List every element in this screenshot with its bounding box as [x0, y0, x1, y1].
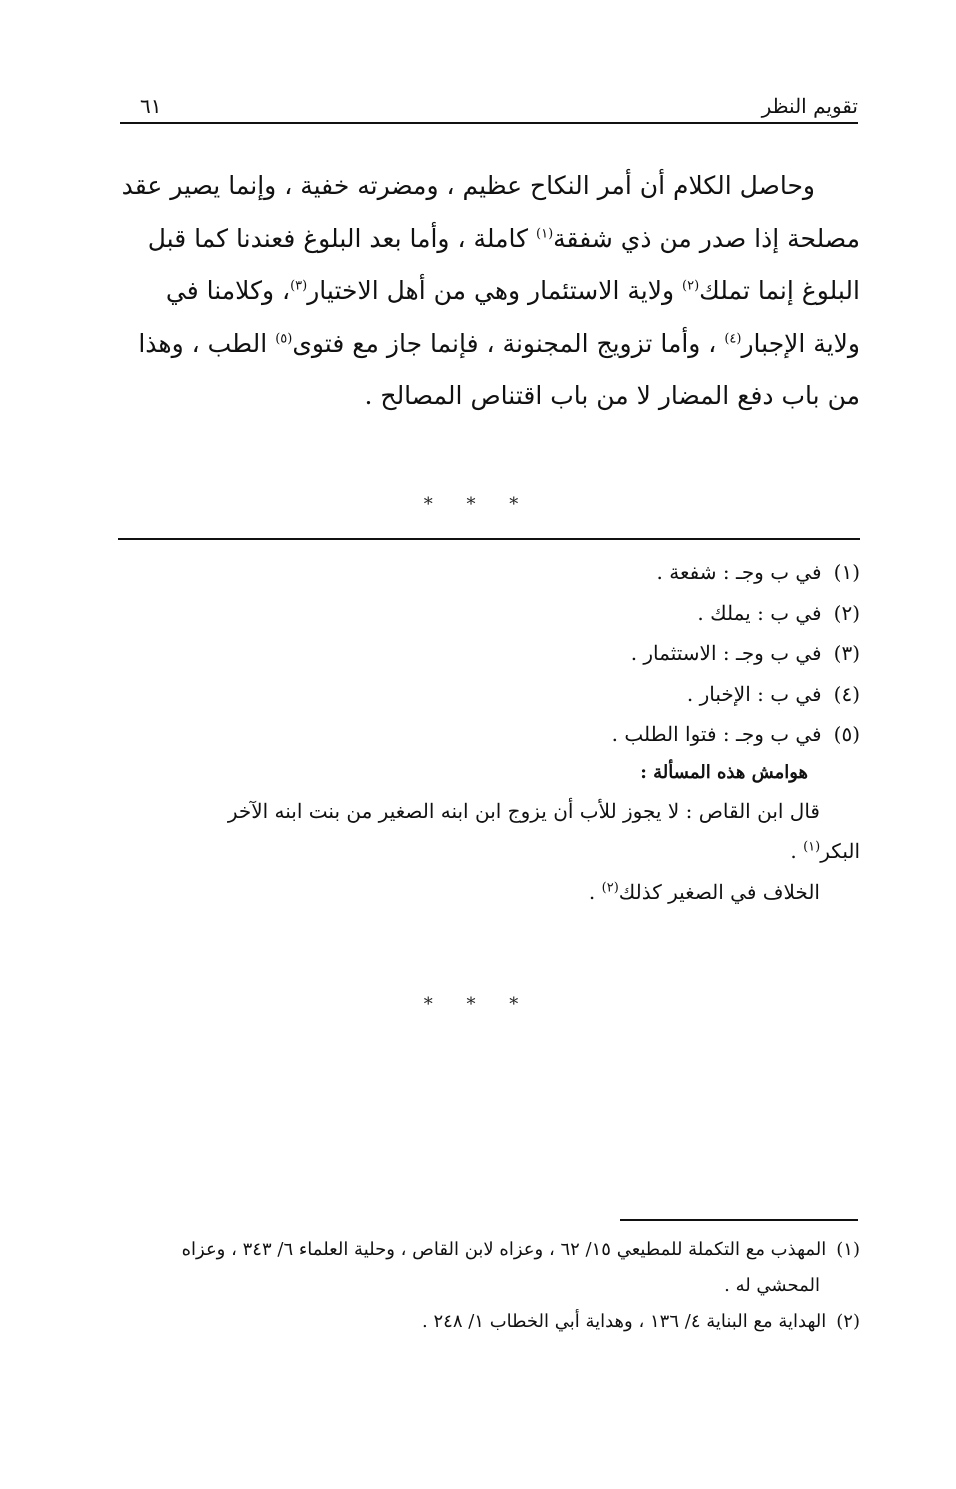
section-separator: * * *	[423, 494, 533, 515]
main-line-4: ولاية الإجبار$^{(٤)}$ ، وأما تزويج المجنونة ، فإنما جاز مع فتوى$^{(٥)}$ الطب ، وهذا	[138, 328, 860, 358]
margin-footnote-ref-1: (١)	[803, 839, 821, 855]
footnote-2: (٢) الهداية مع البناية ٤/ ١٣٦ ، وهداية أبي الخطاب ١/ ٢٤٨ .	[422, 1311, 860, 1332]
footnote-1-cont: المحشي له .	[724, 1275, 820, 1296]
margin-footnote-ref-2: (٢)	[601, 879, 619, 895]
variant-note: (٥) في ب وجـ : فتوا الطلب .	[611, 722, 860, 746]
footnote-divider	[620, 1219, 858, 1221]
main-line-2: مصلحة إذا صدر من ذي شفقة$^{(١)}$ كاملة ، وأما بعد البلوغ فعندنا كما قبل	[147, 223, 860, 253]
margin-note-paragraph-1: قال ابن القاص : لا يجوز للأب أن يزوج ابن ابنه الصغير من بنت ابنه الآخر	[227, 798, 820, 823]
margin-notes-heading: هوامش هذه المسألة :	[640, 761, 808, 783]
running-header	[120, 88, 858, 124]
book-title: تقويم النظر	[761, 94, 858, 118]
notes-divider	[118, 538, 860, 540]
footnote-ref-1: (١)	[536, 226, 554, 242]
main-line-3: البلوغ إنما تملك$^{(٢)}$ ولاية الاستئمار وهي من أهل الاختيار$^{(٣)}$، وكلامنا في	[165, 276, 860, 305]
footnote-ref-3: (٣)	[290, 278, 308, 294]
page-number: ٦١	[140, 94, 162, 118]
footnote-1: (١) المهذب مع التكملة للمطيعي ١٥/ ٦٢ ، وعزاه لابن القاص ، وحلية العلماء ٦/ ٣٤٣ ، وعزاه	[181, 1239, 860, 1260]
main-line-5: من باب دفع المضار لا من باب اقتناص المصالح .	[364, 381, 860, 410]
footnote-ref-5: (٥)	[275, 331, 293, 347]
margin-note-paragraph-2: الخلاف في الصغير كذلك$^{(٢)}$ .	[588, 879, 820, 904]
main-line-1: وحاصل الكلام أن أمر النكاح عظيم ، ومضرته خفية ، وإنما يصير عقد	[121, 171, 815, 200]
footnote-ref-2: (٢)	[682, 278, 700, 294]
footnote-ref-4: (٤)	[724, 331, 742, 347]
footnotes	[118, 1232, 860, 1340]
variant-note: (١) في ب وجـ : شفعة .	[656, 560, 860, 584]
variant-note: (٢) في ب : يملك .	[697, 600, 860, 625]
main-paragraph	[118, 160, 860, 423]
margin-note-paragraph-1-cont: البكر$^{(١)}$ .	[790, 839, 860, 863]
variant-notes	[118, 552, 860, 912]
variant-note: (٤) في ب : الإخبار .	[686, 681, 860, 706]
section-separator: * * *	[423, 994, 533, 1015]
variant-note: (٣) في ب وجـ : الاستثمار .	[630, 641, 860, 665]
